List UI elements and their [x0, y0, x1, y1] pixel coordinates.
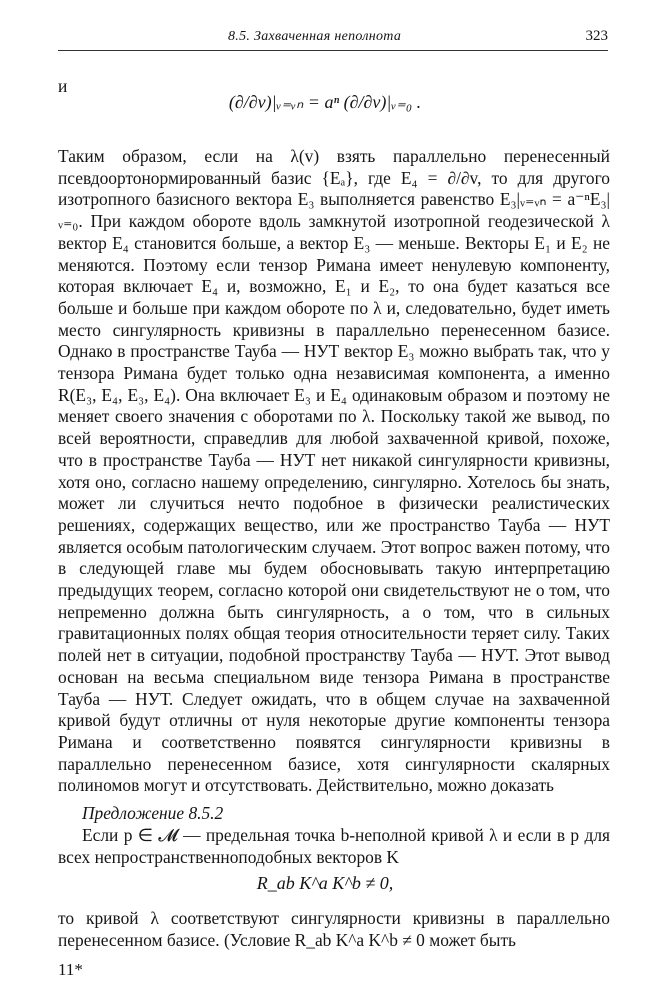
paragraph-final: то кривой λ соответствуют сингулярности кривизны в параллельно перенесенном базисе. (Условие R_ab K^a K^b ≠ 0 может быть: [58, 908, 610, 950]
running-header: [58, 24, 608, 51]
equation-top: (∂/∂v)|ᵥ₌ᵥₙ = aⁿ (∂/∂v)|ᵥ₌₀ .: [228, 92, 422, 112]
equation-bottom: R_ab K^a K^b ≠ 0,: [256, 873, 394, 893]
page-number: 323: [585, 28, 608, 44]
running-title: 8.5. Захваченная неполнота: [228, 29, 402, 44]
proposition-title: Предложение 8.5.2: [82, 803, 224, 823]
paragraph-main: Таким образом, если на λ(v) взять параллельно перенесенный псевдоортонормированный базис {Eₐ}, где E₄ = ∂/∂v, то для другого изотропного базисного вектора E₃ выполняется равенство E₃|ᵥ₌ᵥₙ = a⁻ⁿE₃|ᵥ₌₀. При каждом обороте вдоль замкнутой изотропной геодезической λ вектор E₄ становится больше, а вектор E₃ — меньше. Векторы E₁ и E₂ не меняются. Поэтому если тензор Римана имеет ненулевую компоненту, которая включает E₄ и, возможно, E₁ и E₂, то она будет казаться все больше и больше при каждом обороте по λ и, следовательно, будет иметь место сингулярность кривизны в параллельно перенесенном базисе. Однако в пространстве Тауба — НУТ вектор E₃ можно выбрать так, что у тензора Римана будет только одна независимая компонента, а именно R(E₃, E₄, E₃, E₄). Она включает E₃ и E₄ одинаковым образом и поэтому не меняет своего значения с оборотами по λ. Поскольку такой же вывод, по всей вероятности, справедлив для любой захваченной кривой, похоже, что в пространстве Тауба — НУТ нет никакой сингулярности кривизны, хотя оно, согласно нашему определению, сингулярно. Хотелось бы знать, может ли случиться нечто подобное в физически реалистических решениях, содержащих вещество, или же пространство Тауба — НУТ является особым патологическим случаем. Этот вопрос важен потому, что в следующей главе мы будем обосновывать такую интерпретацию предыдущих теорем, согласно которой они свидетельствуют не о том, что непременно должна быть сингулярность, а о том, что в сильных гравитационных полях общая теория относительности теряет силу. Таких полей нет в ситуации, подобной пространству Тауба — НУТ. Этот вывод основан на весьма специальном виде тензора Римана в пространстве Тауба — НУТ. Следует ожидать, что в общем случае на захваченной кривой будут отличны от нуля некоторые другие компоненты тензора Римана и соответственно появятся сингулярности кривизны в параллельно перенесенном базисе, хотя сингулярности скалярных полиномов могут и отсутствовать. Действительно, можно доказать: [58, 146, 610, 796]
proposition-text: Если p ∈ 𝓜 — предельная точка b-неполной кривой λ и если в p для всех непространственноподобных векторов K: [58, 825, 610, 867]
signature-mark: 11*: [58, 960, 83, 979]
lead-word: и: [58, 76, 68, 96]
